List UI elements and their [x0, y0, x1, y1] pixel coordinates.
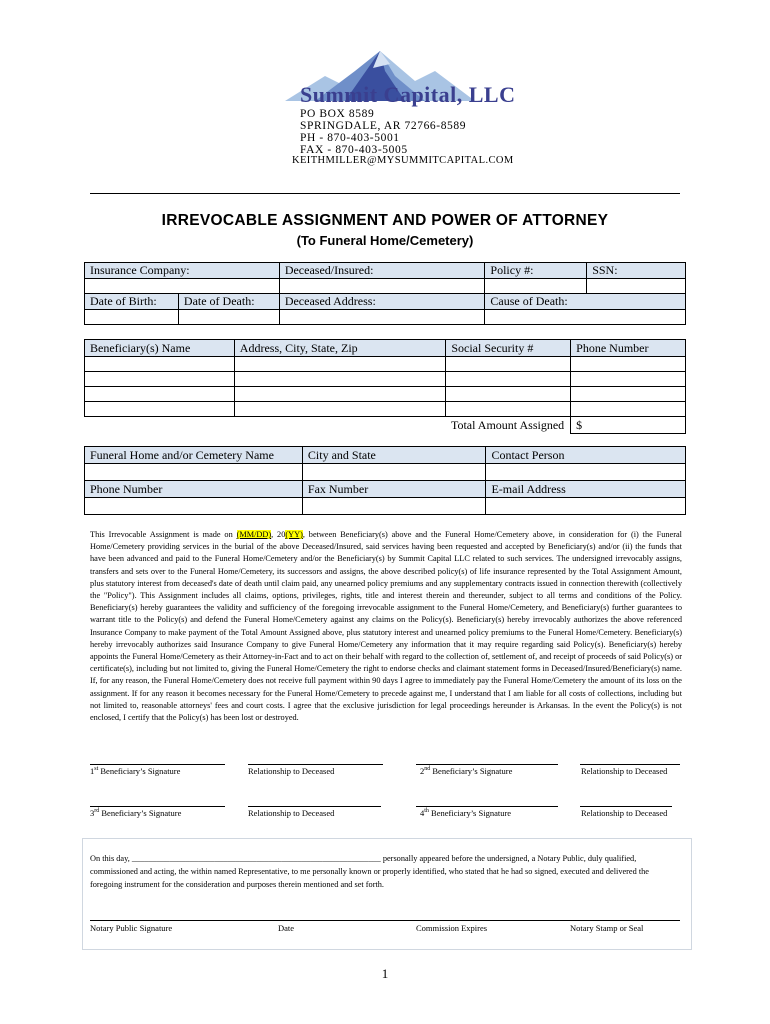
- fax-number-label: Fax Number: [302, 481, 486, 498]
- company-email: KEITHMILLER@MYSUMMITCAPITAL.COM: [292, 155, 514, 166]
- cause-of-death-field[interactable]: [485, 310, 686, 325]
- deceased-insured-field[interactable]: [279, 279, 485, 294]
- signature-line[interactable]: [416, 764, 558, 765]
- beneficiary-4-signature-label: [420, 808, 511, 818]
- date-of-death-field[interactable]: [178, 310, 279, 325]
- relationship-4-label: Relationship to Deceased: [581, 808, 668, 818]
- funeral-home-table: [84, 446, 686, 515]
- signature-label-text: Beneficiary’s Signature: [430, 766, 513, 776]
- ordinal-suffix: th: [424, 808, 429, 815]
- document-subtitle: (To Funeral Home/Cemetery): [296, 233, 474, 248]
- beneficiary-2-signature-label: [420, 766, 512, 776]
- beneficiary-name-header: Beneficiary(s) Name: [85, 340, 235, 357]
- ordinal-suffix: rd: [94, 808, 100, 815]
- beneficiary-ssn-header: Social Security #: [446, 340, 571, 357]
- beneficiary-phone-field[interactable]: [571, 402, 686, 417]
- table-row: [85, 387, 686, 402]
- po-box: PO BOX 8589: [300, 108, 375, 120]
- date-of-death-label: Date of Death:: [178, 294, 279, 310]
- signature-line[interactable]: [248, 764, 383, 765]
- cause-of-death-label: Cause of Death:: [485, 294, 686, 310]
- company-phone: PH - 870-403-5001: [300, 132, 400, 144]
- company-fax: FAX - 870-403-5005: [300, 144, 408, 156]
- insurance-company-field[interactable]: [85, 279, 280, 294]
- city-state-label: City and State: [302, 447, 486, 464]
- notary-date-label: Date: [278, 923, 295, 933]
- beneficiary-ssn-field[interactable]: [446, 357, 571, 372]
- agreement-year-prefix: , 20: [271, 530, 286, 539]
- deceased-insured-label: Deceased/Insured:: [279, 263, 485, 279]
- date-of-birth-field[interactable]: [85, 310, 179, 325]
- signature-label-text: Beneficiary’s Signature: [428, 808, 512, 818]
- funeral-phone-label: Phone Number: [85, 481, 303, 498]
- beneficiary-address-header: Address, City, State, Zip: [234, 340, 446, 357]
- beneficiary-name-field[interactable]: [85, 372, 235, 387]
- insurance-company-label: Insurance Company:: [85, 263, 280, 279]
- fax-number-field[interactable]: [302, 498, 486, 515]
- beneficiary-phone-field[interactable]: [571, 372, 686, 387]
- agreement-intro: This Irrevocable Assignment is made on: [90, 530, 237, 539]
- beneficiary-phone-field[interactable]: [571, 357, 686, 372]
- table-row: [85, 402, 686, 417]
- ordinal-number: 3: [90, 808, 95, 818]
- relationship-2-label: Relationship to Deceased: [581, 766, 668, 776]
- notary-signature-label: Notary Public Signature: [90, 923, 173, 933]
- beneficiary-address-field[interactable]: [234, 387, 446, 402]
- beneficiary-address-field[interactable]: [234, 402, 446, 417]
- beneficiary-address-field[interactable]: [234, 372, 446, 387]
- beneficiary-ssn-field[interactable]: [446, 402, 571, 417]
- email-address-label: E-mail Address: [486, 481, 686, 498]
- ordinal-number: 4: [420, 808, 425, 818]
- agreement-body: , between Beneficiary(s) above and the Funeral Home/Cemetery above, in consideration for (i) the Funeral Home/Cemetery providing services in the burial of the above Deceased/Insured, said services having been requested and accepted by Beneficiary(s) and/or (ii) the funds that have been advanced and paid to the Funeral Home/Cemetery and/or the Beneficiary(s) by Summit Capital LLC related to such services. The undersigned irrevocably assigns, transfers and sets over to the Funeral Home/Cemetery, its successors and assigns, the above described policy(s) of life insurance represented by the Total Assignment Amount, plus statutory interest from deceased's date of death until claim paid, any unearned policy premiums and any supplementary contracts issued in connection therewith (collectively the "Policy"). This Assignment includes all claims, options, privileges, rights, title and interest therein and thereunder, subject to all terms and conditions of the Policy. Beneficiary(s) hereby guarantees the validity and sufficiency of the foregoing irrevocable assignment to the Funeral Home/Cemetery, and Beneficiary(s) further guarantees to warrant title to the Policy(s) and defend the Funeral Home/Cemetery against any claims on the Policy(s). Beneficiary(s) hereby irrevocably authorizes the above referenced Insurance Company to make payment of the Total Amount Assigned above, plus statutory interest and unearned policy premiums to the Funeral Home/Cemetery. Beneficiary(s) hereby irrevocably authorizes said Insurance Company to give Funeral Home/Cemetery any information that it may require regarding said Policy(s). Beneficiary(s) hereby appoints the Funeral Home/Cemetery as their Attorney-in-Fact and to act on their behalf with regard to the collection of, settlement of, and receipt of proceeds of said Policy(s) or certificate(s), including but not limited to, giving the Funeral Home/Cemetery the right to endorse checks and claimant statement forms in Deceased/Insured/Beneficiary(s) name. If, for any reason, the Funeral Home/Cemetery does not receive full payment within 90 days I agree to immediately pay the Funeral Home/Cemetery the amount of its loss on the assignment. If for any reason it becomes necessary for the Funeral Home/Cemetery to precede against me, I understand that I am liable for all costs of collections, including but not limited to, reasonable attorneys' fees and court costs. I agree that the exclusive jurisdiction for legal proceedings hereunder is Arkansas. In the event the Policy(s) is not enclosed, I certify that the Policy(s) has been lost or destroyed.: [90, 530, 682, 723]
- total-amount-label: Total Amount Assigned: [85, 417, 571, 434]
- beneficiary-phone-field[interactable]: [571, 387, 686, 402]
- signature-line[interactable]: [90, 764, 225, 765]
- header-divider: [90, 193, 680, 194]
- date-of-birth-label: Date of Birth:: [85, 294, 179, 310]
- ordinal-number: 1: [90, 766, 95, 776]
- page-number: 1: [381, 966, 389, 981]
- signature-line[interactable]: [580, 764, 680, 765]
- funeral-home-name-field[interactable]: [85, 464, 303, 481]
- signature-line[interactable]: [416, 806, 558, 807]
- beneficiary-name-field[interactable]: [85, 357, 235, 372]
- signature-line[interactable]: [90, 806, 225, 807]
- beneficiary-ssn-field[interactable]: [446, 372, 571, 387]
- document-title: IRREVOCABLE ASSIGNMENT AND POWER OF ATTORNEY: [161, 212, 609, 229]
- beneficiary-phone-header: Phone Number: [571, 340, 686, 357]
- signature-line[interactable]: [580, 806, 672, 807]
- relationship-3-label: Relationship to Deceased: [248, 808, 335, 818]
- agreement-paragraph: [90, 529, 682, 724]
- notary-signature-line[interactable]: [90, 920, 680, 921]
- ordinal-number: 2: [420, 766, 425, 776]
- company-name: Summit Capital, LLC: [300, 82, 516, 107]
- funeral-home-name-label: Funeral Home and/or Cemetery Name: [85, 447, 303, 464]
- date-mmdd-field[interactable]: (MM/DD): [236, 530, 272, 539]
- signature-label-text: Beneficiary’s Signature: [98, 766, 181, 776]
- table-row: [85, 372, 686, 387]
- email-address-field[interactable]: [486, 498, 686, 515]
- contact-person-label: Contact Person: [486, 447, 686, 464]
- signature-label-text: Beneficiary’s Signature: [99, 808, 182, 818]
- notary-statement: On this day, ____________________________________________________________ personally appeared before the undersigned, a Notary Public, duly qualified, commissioned and acting, the within named Representative, to me personally known or properly identified, who stated that he had so signed, executed and delivered the foregoing instrument for the consideration and purposes therein mentioned and set forth.: [90, 854, 649, 889]
- beneficiary-name-field[interactable]: [85, 387, 235, 402]
- company-city: SPRINGDALE, AR 72766-8589: [300, 120, 467, 132]
- notary-stamp-label: Notary Stamp or Seal: [570, 923, 644, 933]
- total-amount-field[interactable]: $: [571, 417, 686, 434]
- deceased-address-field[interactable]: [279, 310, 485, 325]
- ssn-field[interactable]: [587, 279, 686, 294]
- beneficiary-1-signature-label: [90, 766, 180, 776]
- policy-number-label: Policy #:: [485, 263, 587, 279]
- beneficiary-name-field[interactable]: [85, 402, 235, 417]
- beneficiary-table: [84, 339, 686, 434]
- date-yy-field[interactable]: (YY): [285, 530, 303, 539]
- policy-number-field[interactable]: [485, 279, 587, 294]
- beneficiary-address-field[interactable]: [234, 357, 446, 372]
- city-state-field[interactable]: [302, 464, 486, 481]
- relationship-1-label: Relationship to Deceased: [248, 766, 335, 776]
- beneficiary-ssn-field[interactable]: [446, 387, 571, 402]
- beneficiary-3-signature-label: [90, 808, 181, 818]
- ordinal-suffix: nd: [424, 766, 431, 773]
- contact-person-field[interactable]: [486, 464, 686, 481]
- funeral-phone-field[interactable]: [85, 498, 303, 515]
- ordinal-suffix: st: [94, 766, 99, 773]
- deceased-address-label: Deceased Address:: [279, 294, 485, 310]
- ssn-label: SSN:: [587, 263, 686, 279]
- commission-expires-label: Commission Expires: [416, 923, 488, 933]
- table-row: [85, 357, 686, 372]
- signature-line[interactable]: [248, 806, 381, 807]
- insured-info-table: [84, 262, 686, 325]
